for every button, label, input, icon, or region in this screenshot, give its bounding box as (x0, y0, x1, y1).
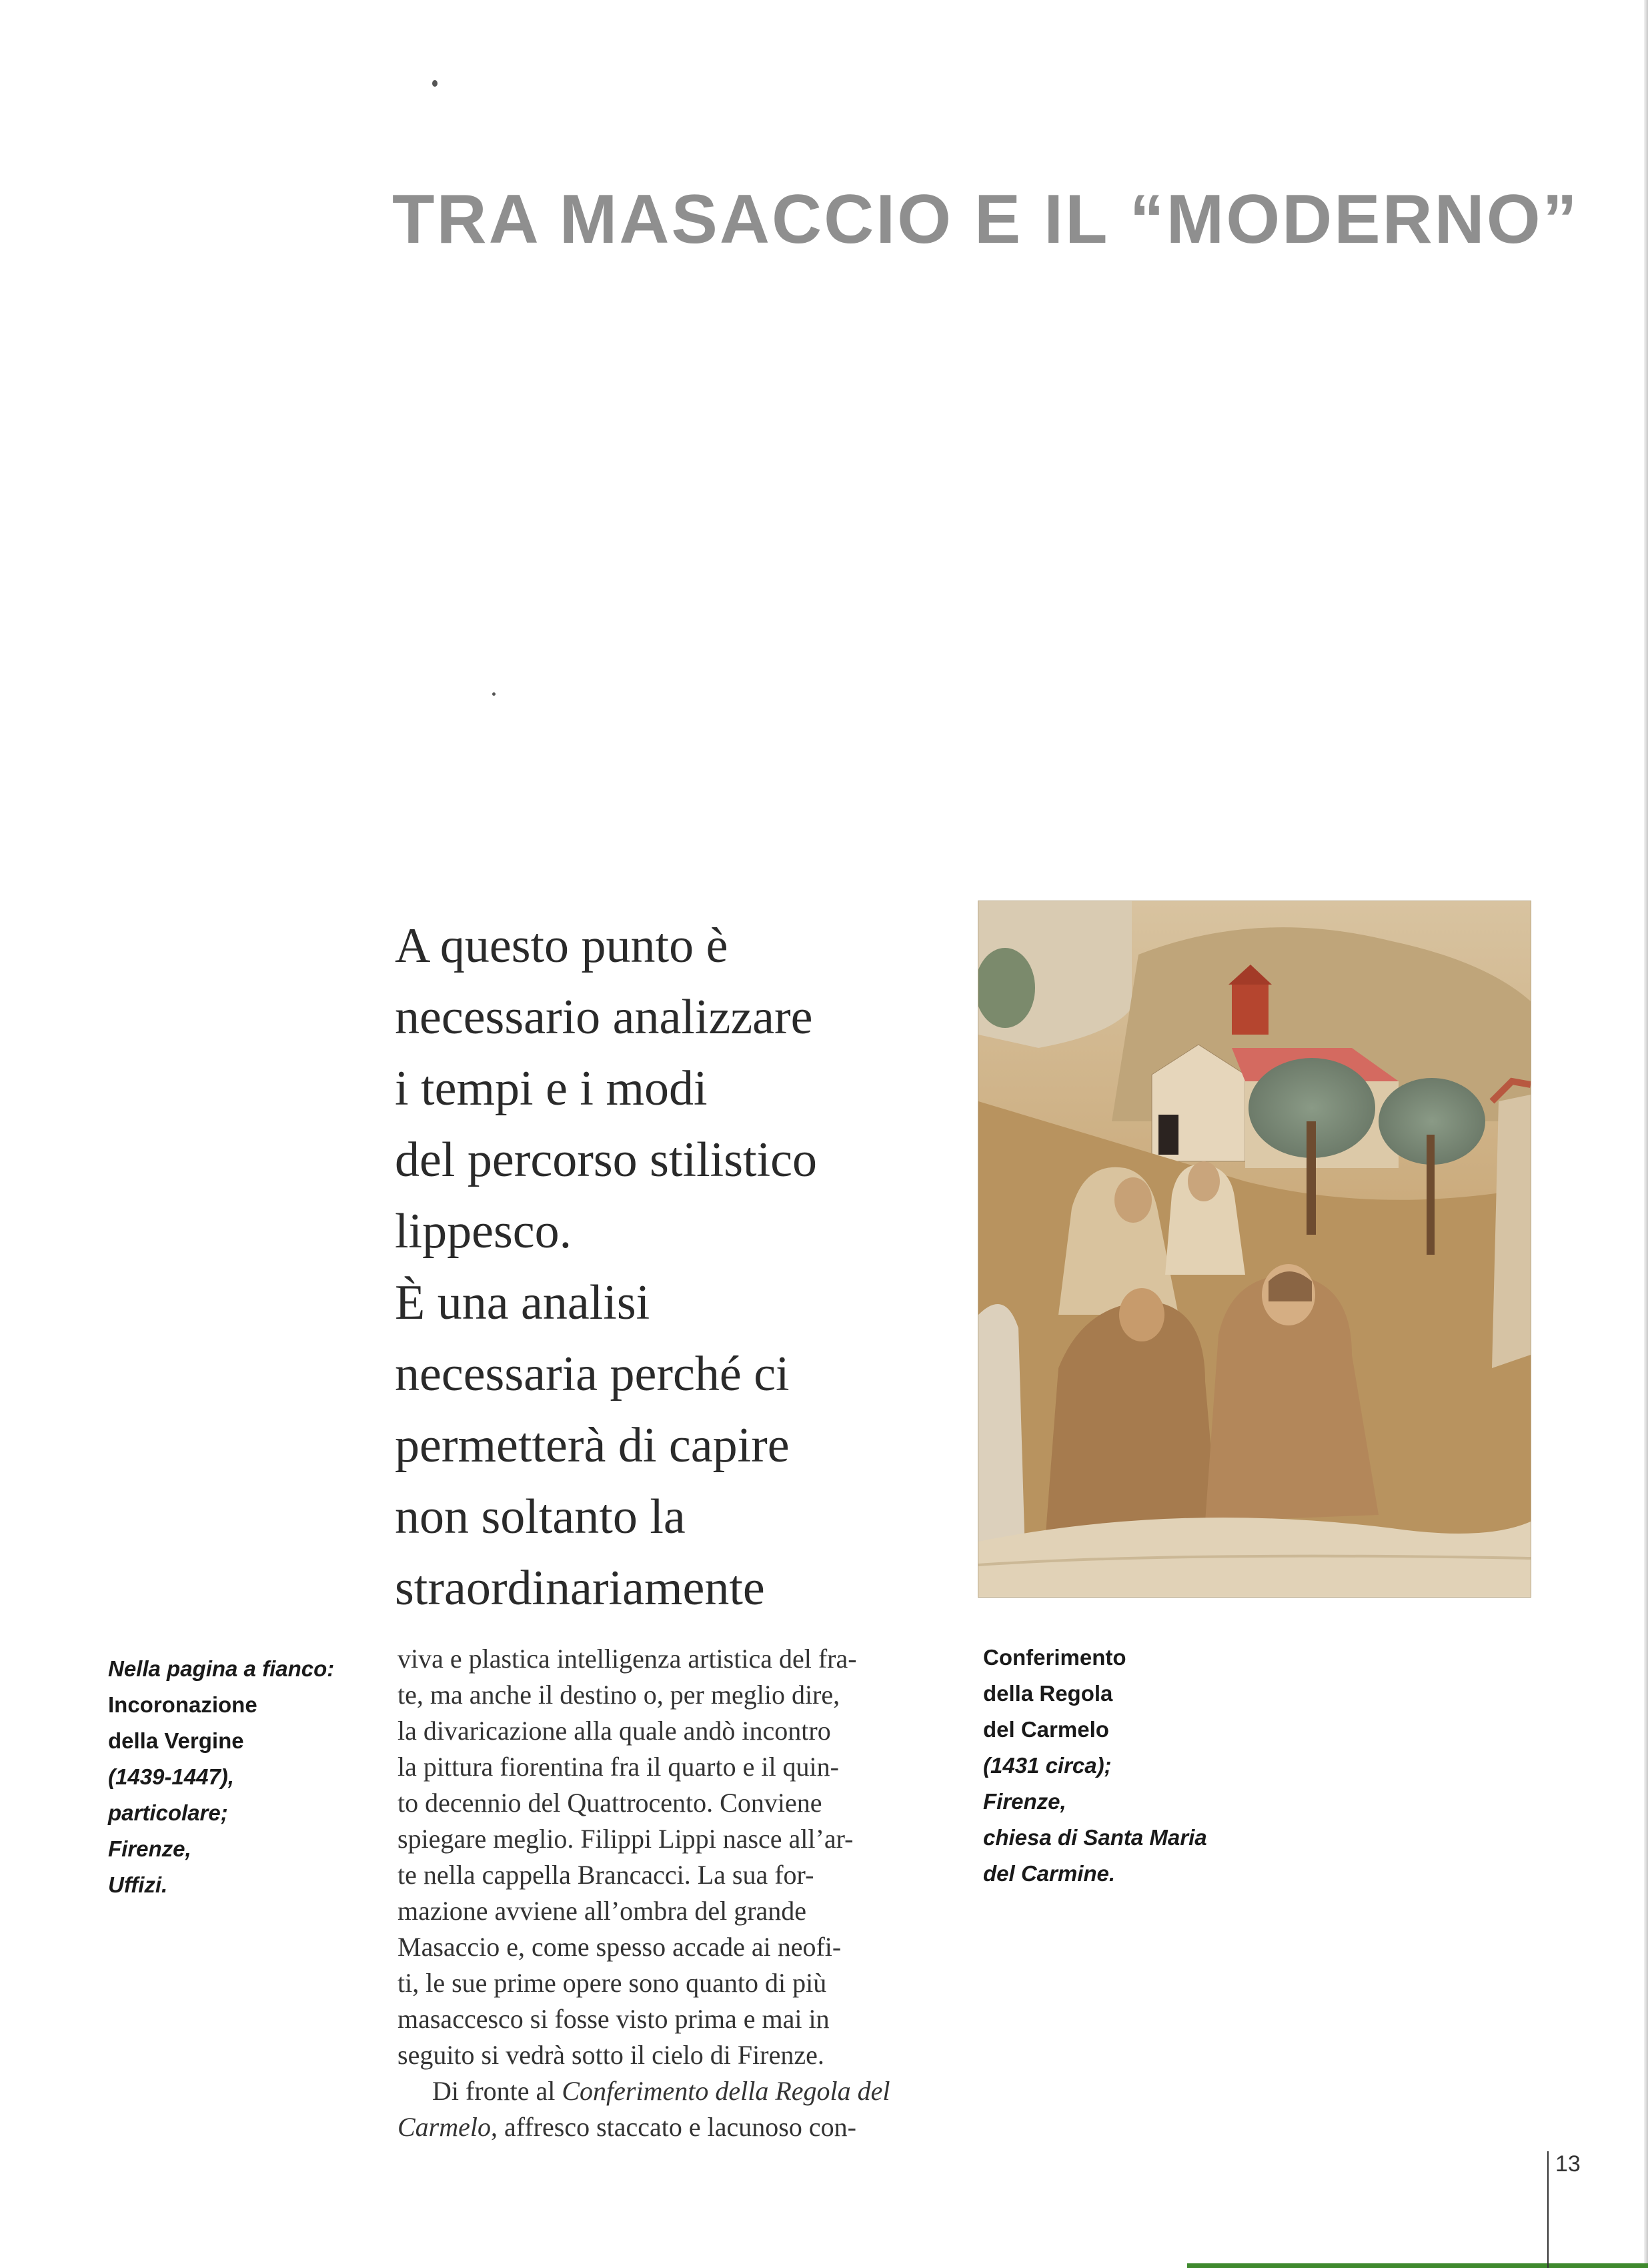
body-line: ti, le sue prime opere sono quanto di più (397, 1968, 827, 1998)
body-line: spiegare meglio. Filippi Lippi nasce all’ar- (397, 1824, 854, 1854)
caption-left (108, 1651, 334, 1903)
caption-line: particolare; (108, 1800, 228, 1825)
caption-line: Firenze, (108, 1836, 191, 1861)
lead-line: È una analisi (395, 1275, 650, 1330)
page-number: 13 (1547, 2151, 1581, 2268)
caption-line: Uffizi. (108, 1872, 168, 1897)
caption-line: Incoronazione (108, 1692, 257, 1717)
caption-line: del Carmine. (983, 1861, 1116, 1886)
lead-line: non soltanto la (395, 1490, 686, 1544)
lead-line: necessaria perché ci (395, 1347, 790, 1401)
lead-paragraph (395, 911, 928, 1624)
caption-line: (1431 circa); (983, 1753, 1112, 1778)
body-line (397, 2073, 954, 2109)
print-speck (432, 80, 438, 87)
body-text-run: Di fronte al (432, 2076, 562, 2106)
body-text (397, 1641, 954, 2145)
caption-right (983, 1640, 1207, 1892)
lead-line: straordinariamente (395, 1561, 765, 1616)
caption-line: della Regola (983, 1681, 1113, 1706)
body-line: to decennio del Quattrocento. Conviene (397, 1788, 822, 1818)
print-speck (492, 692, 496, 696)
page-title: TRA MASACCIO E IL “MODERNO” (392, 181, 1579, 258)
body-line (397, 2109, 954, 2145)
caption-line: Nella pagina a fianco: (108, 1656, 335, 1681)
body-line: te, ma anche il destino o, per meglio dire, (397, 1680, 840, 1710)
lead-line: A questo punto è (395, 919, 728, 973)
caption-line: della Vergine (108, 1728, 244, 1753)
page-edge (1644, 0, 1648, 2268)
body-line: seguito si vedrà sotto il cielo di Firenze. (397, 2040, 824, 2070)
body-line: Masaccio e, come spesso accade ai neofi- (397, 1932, 842, 1962)
lead-line: lippesco. (395, 1204, 572, 1259)
body-line: mazione avviene all’ombra del grande (397, 1896, 807, 1926)
body-line: la pittura fiorentina fra il quarto e il quin- (397, 1752, 839, 1782)
lead-line: del percorso stilistico (395, 1133, 817, 1187)
caption-line: Firenze, (983, 1789, 1066, 1814)
lead-line: permetterà di capire (395, 1418, 790, 1473)
body-text-run: , affresco staccato e lacunoso con- (491, 2112, 856, 2142)
body-line: masaccesco si fosse visto prima e mai in (397, 2004, 830, 2034)
fresco-image (978, 901, 1531, 1598)
body-line: la divaricazione alla quale andò incontro (397, 1716, 831, 1746)
artwork-title: Carmelo (397, 2112, 491, 2142)
body-line: viva e plastica intelligenza artistica del fra- (397, 1644, 857, 1674)
caption-line: chiesa di Santa Maria (983, 1825, 1207, 1850)
caption-line: Conferimento (983, 1645, 1126, 1670)
lead-line: necessario analizzare (395, 990, 813, 1045)
caption-line: (1439-1447), (108, 1764, 234, 1789)
lead-line: i tempi e i modi (395, 1061, 708, 1116)
artwork-title: Conferimento della Regola del (562, 2076, 890, 2106)
caption-line: del Carmelo (983, 1717, 1109, 1742)
body-line: te nella cappella Brancacci. La sua for- (397, 1860, 814, 1890)
